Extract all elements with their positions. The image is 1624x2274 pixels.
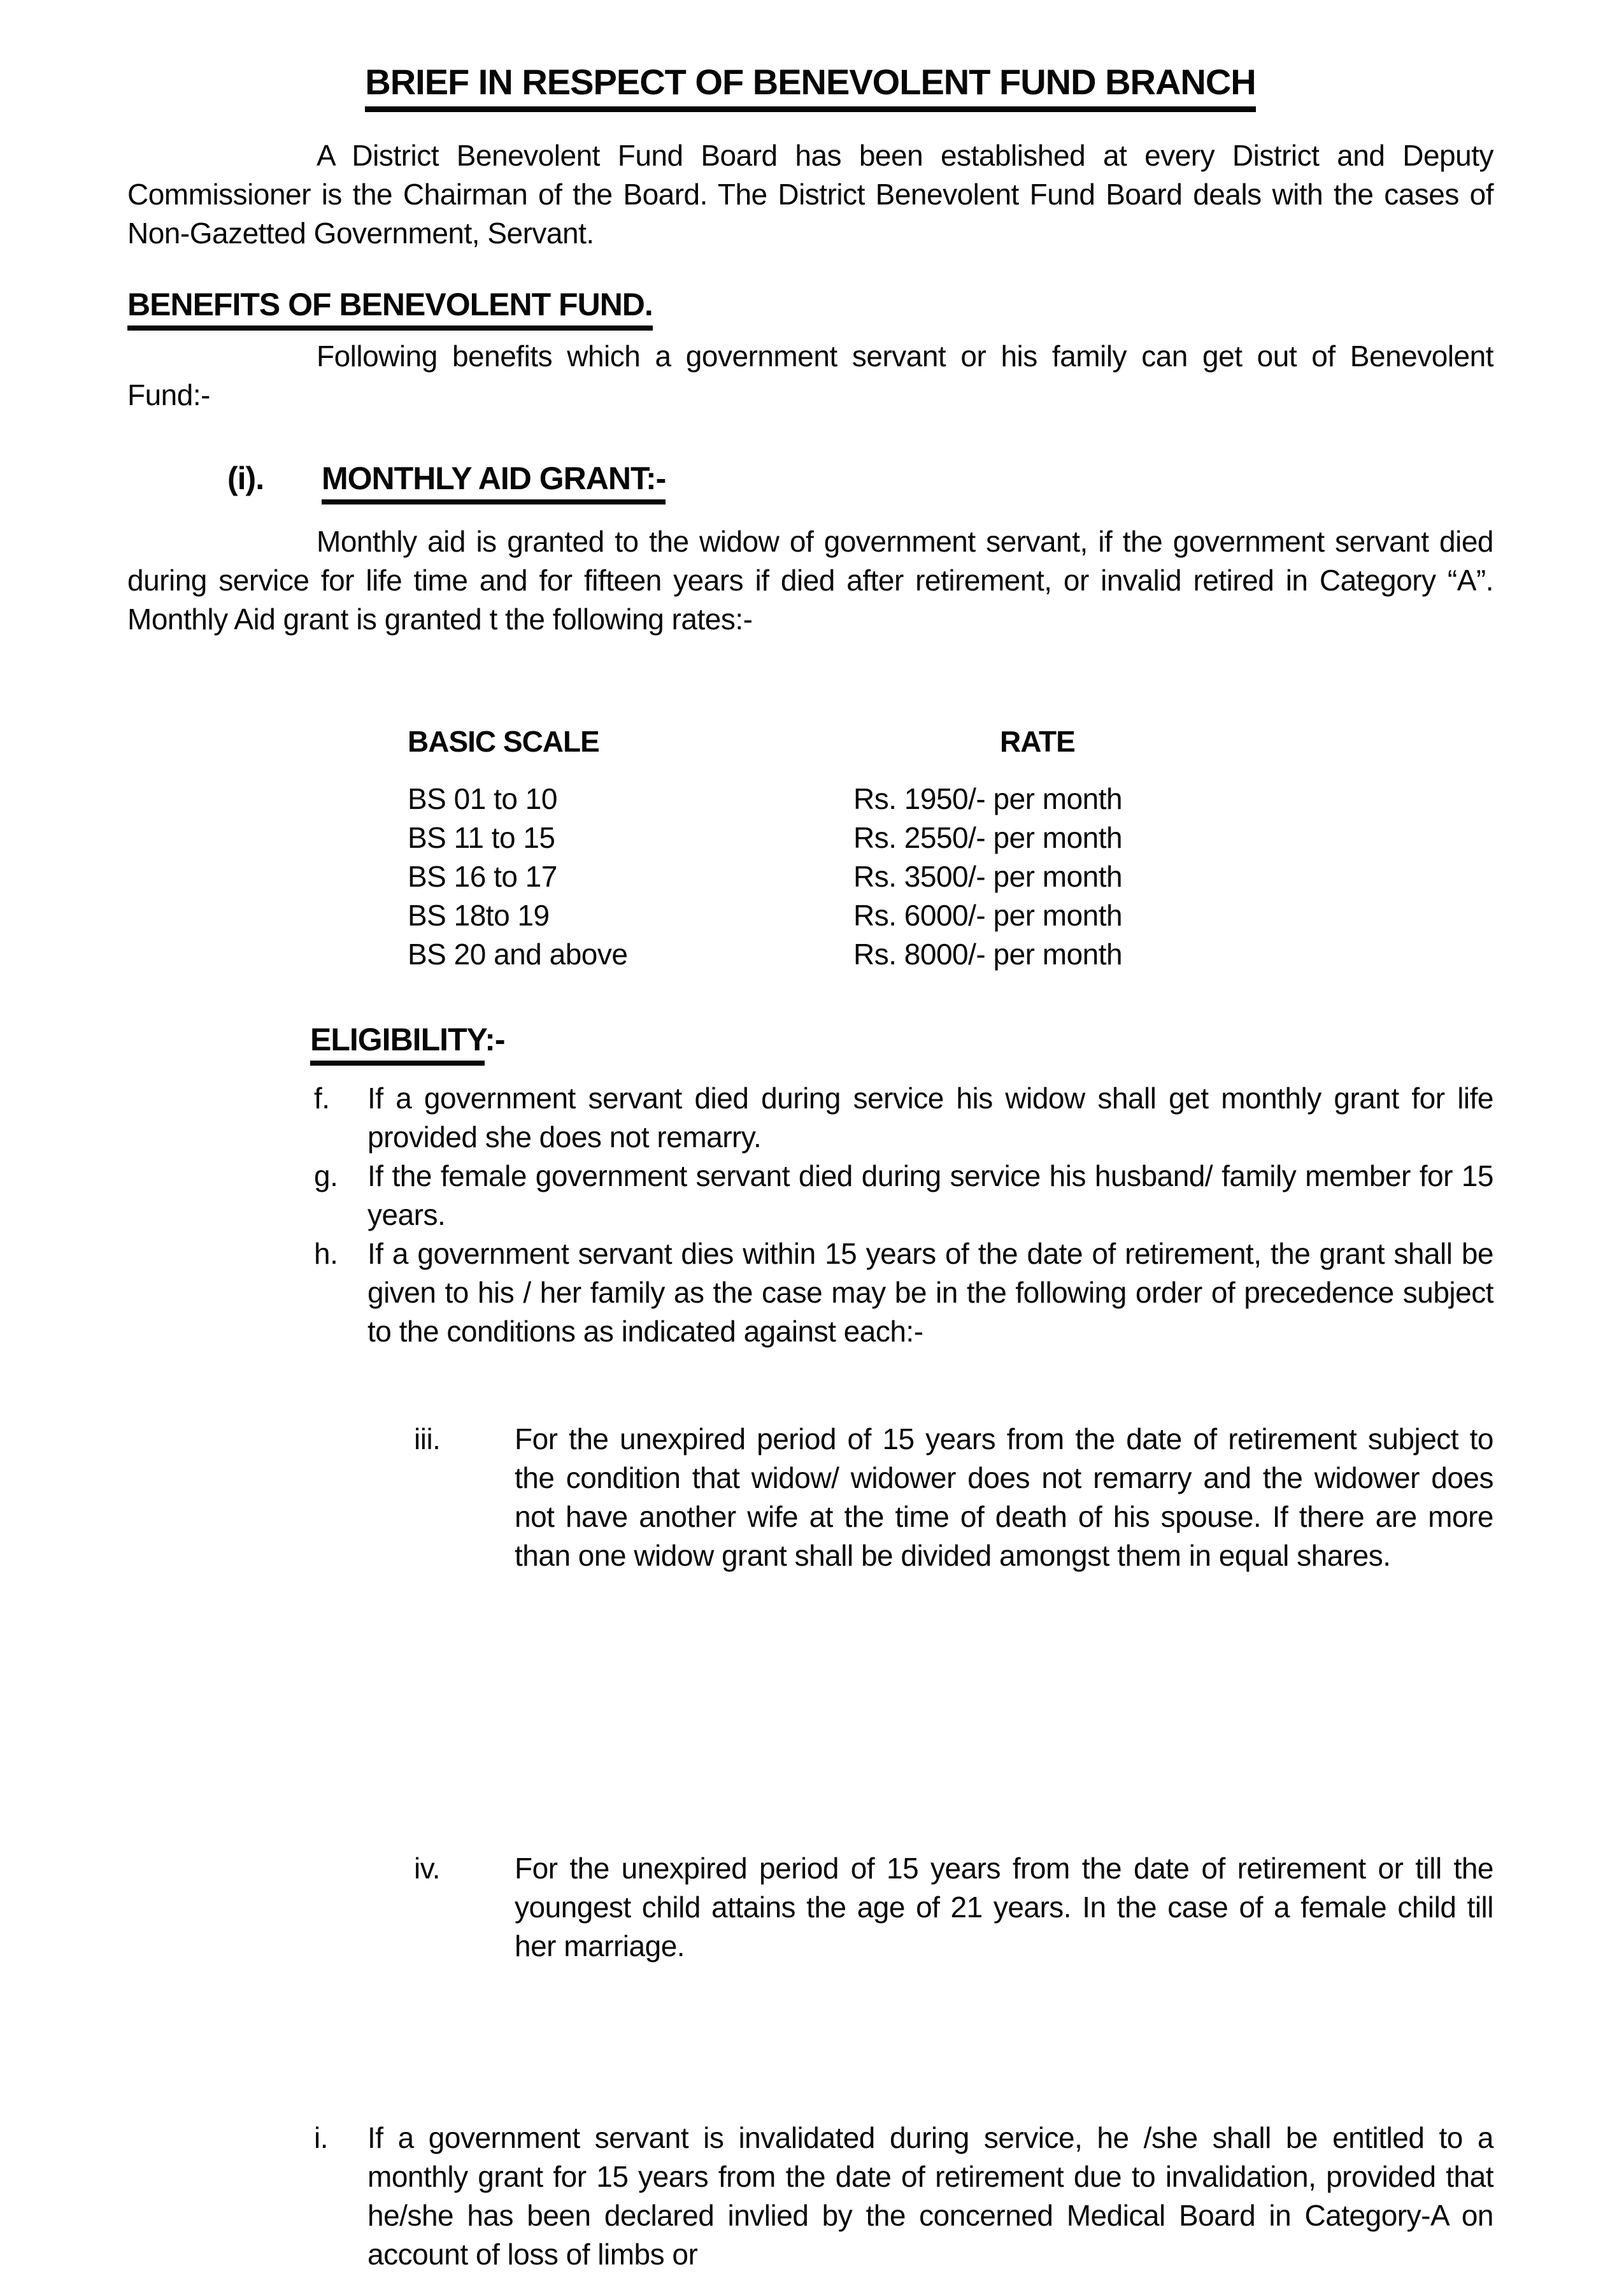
rate-cell: Rs. 2550/- per month <box>853 821 1123 854</box>
page-title-text: BRIEF IN RESPECT OF BENEVOLENT FUND BRANCH <box>365 62 1256 112</box>
table-row <box>408 819 1493 857</box>
list-item <box>127 1234 1493 1351</box>
rate-cell: Rs. 3500/- per month <box>853 860 1123 893</box>
table-row <box>408 896 1493 935</box>
list-item-label: i. <box>314 2121 328 2154</box>
page-title <box>127 61 1493 103</box>
table-row <box>408 780 1493 819</box>
eligibility-list <box>127 1079 1493 1351</box>
list-item-text: If a government servant is invalidated during service, he /she shall be entitled to a monthly grant for 15 years from the date of retirement due to invalidation, provided that he/she has been declared invlied by the concerned Medical Board in Category-A on account of loss of limbs or <box>367 2121 1493 2271</box>
intro-paragraph: A District Benevolent Fund Board has been established at every District and Deputy Commissioner is the Chairman of the Board. The District Benevolent Fund Board deals with the cases of Non-Gazetted Government, Servant. <box>127 139 1493 250</box>
sub-list-item <box>127 1420 1493 1575</box>
sub-list-item-text: For the unexpired period of 15 years from the date of retirement or till the youngest child attains the age of 21 years. In the case of a female child till her marriage. <box>515 1852 1493 1963</box>
sub-list-item <box>127 1849 1493 1966</box>
sub-list-item-label: iii. <box>414 1422 441 1455</box>
list-item-label: g. <box>314 1159 338 1192</box>
benefits-heading-text: BENEFITS OF BENEVOLENT FUND. <box>127 287 653 331</box>
rate-cell: Rs. 8000/- per month <box>853 938 1123 971</box>
eligibility-section-heading <box>310 1020 1493 1059</box>
list-item-text: If the female government servant died during service his husband/ family member for 15 years. <box>367 1159 1493 1231</box>
eligibility-heading-text: ELIGIBILITY <box>310 1022 485 1066</box>
rate-cell: Rs. 6000/- per month <box>853 899 1123 932</box>
rate-table <box>408 722 1493 974</box>
list-item <box>127 1079 1493 1157</box>
list-item-label: f. <box>314 1082 330 1115</box>
monthly-aid-heading-row <box>127 459 1493 498</box>
eligibility-heading-suffix: :- <box>485 1022 505 1057</box>
scale-cell: BS 11 to 15 <box>408 821 555 854</box>
list-item <box>127 1157 1493 1234</box>
sub-list-item-text: For the unexpired period of 15 years from the date of retirement subject to the condition that widow/ widower does not remarry and the widower does not have another wife at the time of death of his spouse. If there are more than one widow grant shall be divided amongst them in equal shares. <box>515 1422 1493 1572</box>
monthly-aid-paragraph: Monthly aid is granted to the widow of government servant, if the government servant died during service for life time and for fifteen years if died after retirement, or invalid retired in Category “A”. Monthly Aid grant is granted t the following rates:- <box>127 525 1493 636</box>
sub-list-item-label: iv. <box>414 1852 441 1885</box>
rate-header-cell <box>853 722 1075 761</box>
rate-table-header-row <box>408 722 1493 761</box>
rate-cell: Rs. 1950/- per month <box>853 782 1123 815</box>
table-row <box>408 857 1493 896</box>
scale-cell: BS 16 to 17 <box>408 860 557 893</box>
monthly-aid-heading: MONTHLY AID GRANT:- <box>322 461 666 504</box>
monthly-aid-number: (i). <box>227 461 264 496</box>
list-item-label: h. <box>314 1237 338 1270</box>
basic-scale-header: BASIC SCALE <box>408 725 599 758</box>
benefits-intro-paragraph: Following benefits which a government servant or his family can get out of Benevolent Fund:- <box>127 340 1493 411</box>
table-row <box>408 935 1493 974</box>
list-item-text: If a government servant dies within 15 years of the date of retirement, the grant shall be given to his / her family as the case may be in the following order of precedence subject to the conditions as indicated against each:- <box>367 1237 1493 1348</box>
rate-table-body <box>408 780 1493 974</box>
rate-header: RATE <box>1000 725 1075 758</box>
scale-cell: BS 18to 19 <box>408 899 550 932</box>
list-item-text: If a government servant died during service his widow shall get monthly grant for life provided she does not remarry. <box>367 1082 1493 1154</box>
scale-cell: BS 01 to 10 <box>408 782 557 815</box>
benefits-section-heading <box>127 285 1493 324</box>
scale-cell: BS 20 and above <box>408 938 628 971</box>
list-item <box>127 2119 1493 2274</box>
